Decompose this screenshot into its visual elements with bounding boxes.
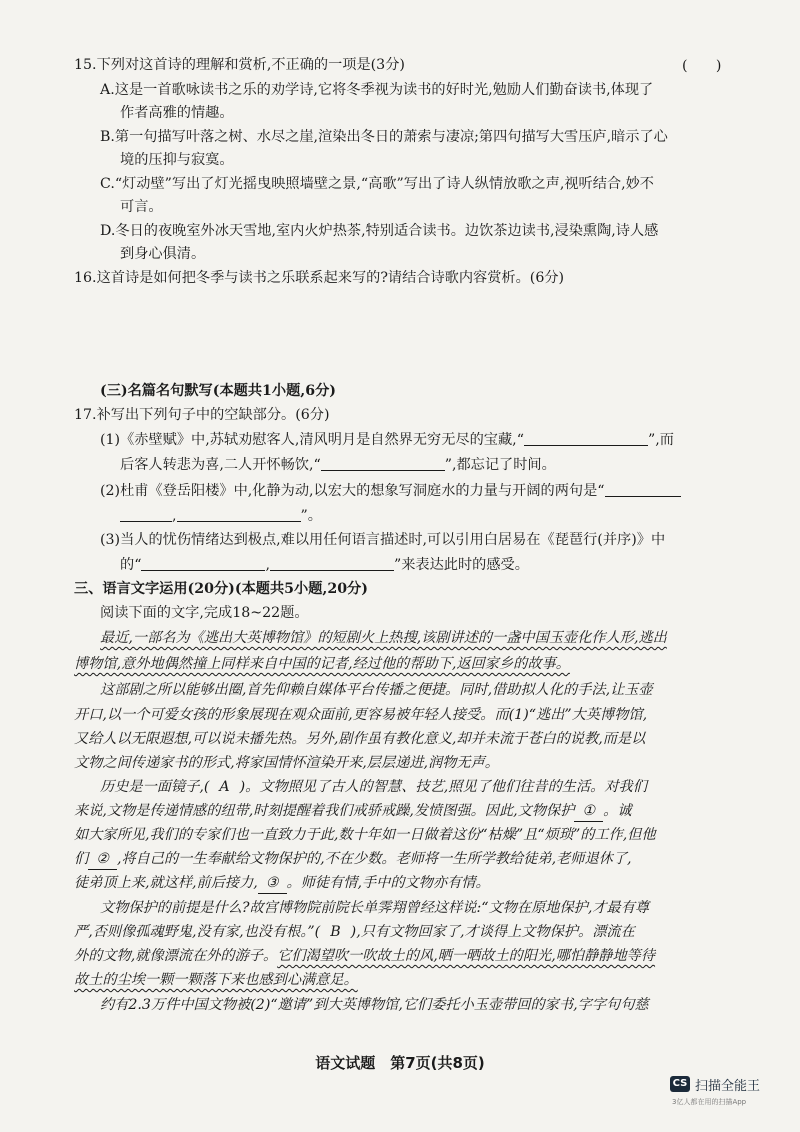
blank-marker-b: B <box>330 924 341 940</box>
q17-blank-2[interactable] <box>321 456 445 471</box>
passage-para2-line1: 这部剧之所以能够出圈,首先仰赖自媒体平台传播之便捷。同时,借助拟人化的手法,让玉壶 <box>100 682 653 698</box>
blank-marker-2: ② <box>88 849 117 870</box>
passage-para4-line2: 严,否则像孤魂野鬼,没有家,也没有根。”( B ),只有文物回家了,才谈得上文物保护。漂流在 <box>74 924 635 940</box>
passage-para4-line4: 故土的尘埃一颗一颗落下来也感到心满意足。 <box>74 972 358 988</box>
blank-marker-3: ③ <box>258 873 287 894</box>
passage-para2-line2: 开口,以一个可爱女孩的形象展现在观众面前,更容易被年轻人接受。而(1)“逃出”大英博物馆, <box>74 707 648 723</box>
q15-stem: 15.下列对这首诗的理解和赏析,不正确的一项是(3分) <box>74 57 405 73</box>
passage-para2-line4: 文物之间传递家书的形式,将家国情怀渲染开来,层层递进,润物无声。 <box>74 755 499 771</box>
part-3-title: 三、语言文字运用(20分)(本题共5小题,20分) <box>74 581 368 597</box>
passage-para3-line3: 如大家所见,我们的专家们也一直致力于此,数十年如一日做着这份“枯燥”且“烦琐”的工作,但他 <box>74 827 656 843</box>
passage-para4-line3: 外的文物,就像漂流在外的游子。它们渴望吹一吹故土的风,晒一晒故土的阳光,哪怕静静地等待 <box>74 948 656 964</box>
q15-option-d-line1: D.冬日的夜晚室外冰天雪地,室内火炉热茶,特别适合读书。边饮茶边读书,浸染熏陶,诗人感 <box>100 223 659 239</box>
q17-stem: 17.补写出下列句子中的空缺部分。(6分) <box>74 407 330 423</box>
wavy-underlined-sentence: 它们渴望吹一吹故土的风,晒一晒故土的阳光,哪怕静静地等待 <box>277 948 656 964</box>
q17-blank-1[interactable] <box>524 431 648 446</box>
blank-marker-1: ① <box>574 801 603 822</box>
passage-para4-line1: 文物保护的前提是什么?故宫博物院前院长单霁翔曾经这样说:“文物在原地保护,才最有尊 <box>100 900 650 916</box>
q15-answer-bracket: ( ) <box>682 58 722 74</box>
q17-part1-line1: (1)《赤壁赋》中,苏轼劝慰客人,清风明月是自然界无穷无尽的宝藏,“ ”,而 <box>100 432 674 448</box>
passage-para3-line1: 历史是一面镜子,( A )。文物照见了古人的智慧、技艺,照见了他们往昔的生活。对我们 <box>100 779 647 795</box>
q15-option-c-line2: 可言。 <box>120 199 163 215</box>
q15-option-c-line1: C.“灯动壁”写出了灯光摇曳映照墙壁之景,“高歌”写出了诗人纵情放歌之声,视听结合,妙不 <box>100 176 654 192</box>
q15-option-d-line2: 到身心俱清。 <box>120 246 206 262</box>
q15-option-b-line1: B.第一句描写叶落之树、水尽之崖,渲染出冬日的萧索与凄凉;第四句描写大雪压庐,暗示了心 <box>100 129 668 145</box>
q17-blank-5[interactable] <box>141 556 265 571</box>
passage-para1-line1: 最近,一部名为《逃出大英博物馆》的短剧火上热搜,该剧讲述的一盏中国玉壶化作人形,逃出 <box>100 630 667 646</box>
part-3-intro: 阅读下面的文字,完成18~22题。 <box>100 605 309 621</box>
q17-blank-3b[interactable] <box>120 507 172 522</box>
q17-part3-line2: 的“ , ”来表达此时的感受。 <box>120 557 529 573</box>
passage-para3-line2: 来说,文物是传递情感的纽带,时刻提醒着我们戒骄戒躁,发愤图强。因此,文物保护 ① 。诚 <box>74 801 632 822</box>
camscanner-tagline: 3亿人都在用的扫描App <box>672 1098 747 1106</box>
passage-para1-line2: 博物馆,意外地偶然撞上同样来自中国的记者,经过他的帮助下,返回家乡的故事。 <box>74 656 570 672</box>
passage-para3-line4: 们 ② ,将自己的一生奉献给文物保护的,不在少数。老师将一生所学教给徒弟,老师退休了, <box>74 849 632 870</box>
q17-blank-4[interactable] <box>177 507 301 522</box>
passage-para3-line5: 徒弟顶上来,就这样,前后接力, ③ 。师徒有情,手中的文物亦有情。 <box>74 873 490 894</box>
passage-para5-line1: 约有2.3万件中国文物被(2)“邀请”到大英博物馆,它们委托小玉壶带回的家书,字字句句慈 <box>100 997 649 1013</box>
q17-part1-line2: 后客人转悲为喜,二人开怀畅饮,“ ”,都忘记了时间。 <box>120 457 556 473</box>
q17-part2-line1: (2)杜甫《登岳阳楼》中,化静为动,以宏大的想象写洞庭水的力量与开阔的两句是“ <box>100 481 681 501</box>
q17-blank-6[interactable] <box>270 556 394 571</box>
blank-marker-a: A <box>219 779 230 795</box>
passage-para2-line3: 又给人以无限遐想,可以说未播先热。另外,剧作虽有教化意义,却并未流于苍白的说教,而是以 <box>74 731 646 747</box>
q17-part3-line1: (3)当人的忧伤情绪达到极点,难以用任何语言描述时,可以引用白居易在《琵琶行(并序)》中 <box>100 532 666 548</box>
camscanner-logo-icon: CS <box>670 1076 690 1092</box>
q15-option-a-line1: A.这是一首歌咏读书之乐的劝学诗,它将冬季视为读书的好时光,勉励人们勤奋读书,体现了 <box>100 82 654 98</box>
q17-blank-3a[interactable] <box>605 482 681 497</box>
q15-option-b-line2: 境的压抑与寂寞。 <box>120 152 234 168</box>
section-3-title: (三)名篇名句默写(本题共1小题,6分) <box>100 383 336 399</box>
q17-part2-line2: , ”。 <box>120 506 322 526</box>
q15-option-a-line2: 作者高雅的情趣。 <box>120 105 234 121</box>
camscanner-name: 扫描全能王 <box>695 1079 761 1094</box>
q16-stem: 16.这首诗是如何把冬季与读书之乐联系起来写的?请结合诗歌内容赏析。(6分) <box>74 270 565 286</box>
page-footer: 语文试题 第7页(共8页) <box>315 1054 485 1072</box>
